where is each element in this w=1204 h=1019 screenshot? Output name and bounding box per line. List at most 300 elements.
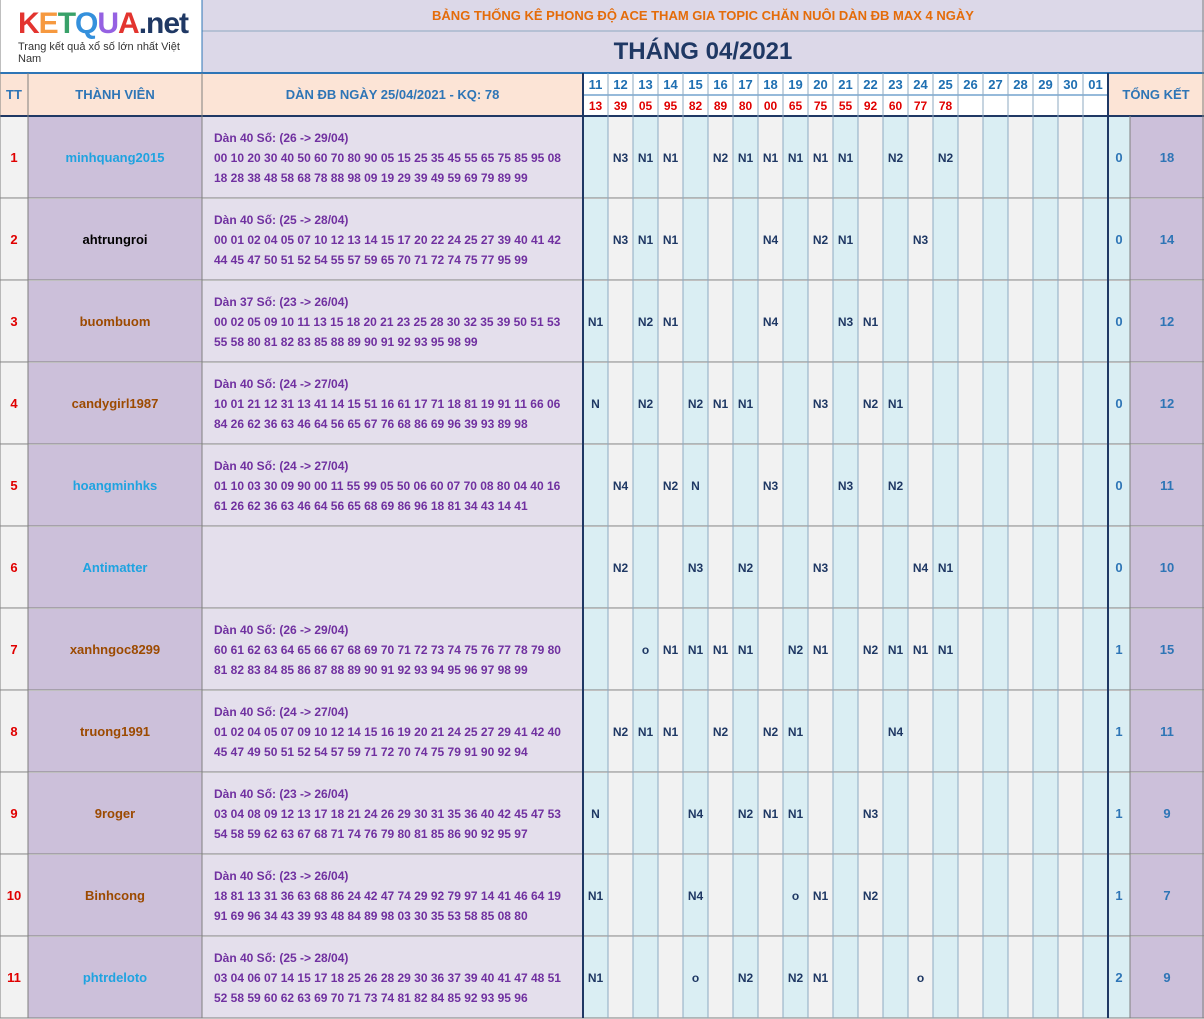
day-mark [583,117,608,198]
day-mark [708,527,733,608]
number-set-text [214,128,561,188]
day-mark [1083,199,1108,280]
day-mark [833,527,858,608]
number-set-line: Dàn 40 Số: (23 -> 26/04) [214,786,349,801]
day-mark [708,445,733,526]
day-result: 89 [708,95,733,116]
number-set-line: Dàn 40 Số: (24 -> 27/04) [214,458,349,473]
day-mark [933,363,958,444]
day-mark: N2 [858,855,883,936]
day-mark [858,117,883,198]
day-header: 01 [1083,73,1108,95]
day-mark: N1 [733,609,758,690]
day-mark [1033,773,1058,854]
day-mark [958,855,983,936]
day-mark [958,199,983,280]
logo-letter: K [18,6,39,40]
summary-total: 14 [1130,199,1204,280]
day-header: 24 [908,73,933,95]
day-mark [1033,937,1058,1018]
number-set [202,855,583,936]
day-mark: N1 [658,609,683,690]
day-mark [958,937,983,1018]
day-mark [983,199,1008,280]
day-mark: o [633,609,658,690]
day-mark: N3 [683,527,708,608]
summary-hits: 0 [1108,527,1130,608]
day-mark: N2 [708,691,733,772]
number-set-line: Dàn 40 Số: (24 -> 27/04) [214,376,349,391]
number-set [202,117,583,198]
logo-letter: T [57,6,76,40]
day-mark [608,773,633,854]
number-set-line: 52 58 59 60 62 63 69 70 71 73 74 81 82 84 85 92 93 95 96 [214,990,528,1005]
day-header: 18 [758,73,783,95]
number-set-line: 01 02 04 05 07 09 10 12 14 15 16 19 20 21 24 25 27 29 41 42 40 [214,724,561,739]
day-mark: N1 [758,117,783,198]
number-set-text [214,456,560,516]
day-mark [1083,773,1108,854]
day-mark [883,855,908,936]
day-mark [983,281,1008,362]
day-result: 39 [608,95,633,116]
day-mark [933,937,958,1018]
day-result: 75 [808,95,833,116]
number-set [202,609,583,690]
day-result [1033,95,1058,116]
day-header: 12 [608,73,633,95]
logo-letter: A [118,6,139,40]
member-name: hoangminhks [28,445,202,526]
day-mark [583,527,608,608]
day-mark: N2 [883,117,908,198]
day-mark: N4 [758,281,783,362]
member-name: candygirl1987 [28,363,202,444]
day-mark [708,199,733,280]
day-mark: N1 [583,937,608,1018]
day-mark [783,363,808,444]
day-mark [658,937,683,1018]
day-mark [1008,773,1033,854]
day-header: 22 [858,73,883,95]
day-result [1058,95,1083,116]
summary-hits: 0 [1108,363,1130,444]
member-name: Antimatter [28,527,202,608]
day-result [1008,95,1033,116]
day-mark [1008,691,1033,772]
day-mark [1008,199,1033,280]
day-mark: N3 [808,527,833,608]
day-mark [1058,691,1083,772]
day-mark: N2 [708,117,733,198]
summary-total: 7 [1130,855,1204,936]
day-mark [883,199,908,280]
day-result: 95 [658,95,683,116]
day-mark [1083,445,1108,526]
day-mark [908,117,933,198]
row-number: 8 [0,691,28,772]
day-mark [1083,855,1108,936]
row-number: 3 [0,281,28,362]
day-mark [1033,609,1058,690]
day-mark [1083,609,1108,690]
summary-hits: 2 [1108,937,1130,1018]
summary-total: 11 [1130,445,1204,526]
day-mark: N3 [808,363,833,444]
day-mark [1033,855,1058,936]
day-mark: N2 [658,445,683,526]
day-mark: o [683,937,708,1018]
day-mark [1058,363,1083,444]
day-mark [658,855,683,936]
day-mark: N1 [883,363,908,444]
day-mark [958,773,983,854]
number-set-line: 18 81 13 31 36 63 68 86 24 42 47 74 29 92 79 97 14 41 46 64 19 [214,888,561,903]
day-mark [983,117,1008,198]
summary-hits: 0 [1108,117,1130,198]
day-result [958,95,983,116]
day-mark: N2 [933,117,958,198]
day-mark: N2 [808,199,833,280]
day-mark: N1 [933,609,958,690]
day-header: 30 [1058,73,1083,95]
number-set [202,445,583,526]
day-mark [933,281,958,362]
day-mark [733,445,758,526]
day-mark: N1 [708,363,733,444]
day-mark [658,773,683,854]
number-set-line: 03 04 08 09 12 13 17 18 21 24 26 29 30 31 35 36 40 42 45 47 53 [214,806,561,821]
day-mark [933,445,958,526]
day-mark [983,363,1008,444]
day-mark: N2 [733,773,758,854]
day-mark: o [783,855,808,936]
day-mark [983,773,1008,854]
day-mark: N3 [608,199,633,280]
day-header: 13 [633,73,658,95]
day-mark [833,609,858,690]
day-mark [733,691,758,772]
day-mark [858,199,883,280]
day-mark [708,281,733,362]
day-mark: N3 [833,281,858,362]
day-mark: N1 [708,609,733,690]
day-mark: N3 [758,445,783,526]
row-number: 2 [0,199,28,280]
summary-total: 12 [1130,281,1204,362]
logo-tagline: Trang kết quả xổ số lớn nhất Việt Nam [18,40,180,65]
day-mark [608,855,633,936]
day-mark [733,199,758,280]
day-mark [908,691,933,772]
number-set-text [214,374,560,434]
day-mark [908,363,933,444]
day-mark [858,527,883,608]
number-set-line: 61 26 62 36 63 46 64 56 65 68 69 86 96 18 81 34 43 14 41 [214,498,528,513]
day-header: 26 [958,73,983,95]
day-result: 00 [758,95,783,116]
day-mark: N1 [633,117,658,198]
day-mark [1033,691,1058,772]
day-header: 25 [933,73,958,95]
number-set-line: 55 58 80 81 82 83 85 88 89 90 91 92 93 95 98 99 [214,334,478,349]
day-header: 29 [1033,73,1058,95]
day-mark: N2 [633,363,658,444]
day-mark [633,527,658,608]
day-mark [758,937,783,1018]
day-mark [883,527,908,608]
logo-wordmark [18,6,189,40]
day-mark: N [583,363,608,444]
day-mark [783,445,808,526]
day-mark [833,773,858,854]
summary-hits: 1 [1108,609,1130,690]
day-mark [833,691,858,772]
number-set-line: Dàn 40 Số: (23 -> 26/04) [214,868,349,883]
day-mark: N1 [583,855,608,936]
day-mark [1058,855,1083,936]
day-mark [883,281,908,362]
day-mark [708,937,733,1018]
day-result: 78 [933,95,958,116]
day-mark: N3 [908,199,933,280]
day-mark [658,527,683,608]
day-header: 27 [983,73,1008,95]
day-mark [983,855,1008,936]
summary-hits: 1 [1108,855,1130,936]
day-mark: N2 [608,527,633,608]
day-mark [1008,445,1033,526]
day-mark: N3 [833,445,858,526]
summary-hits: 0 [1108,199,1130,280]
number-set-text [214,620,561,680]
day-result: 77 [908,95,933,116]
row-number: 6 [0,527,28,608]
header-summary: TỔNG KẾT [1108,73,1204,116]
number-set-text [214,784,561,844]
day-mark [883,773,908,854]
day-mark: N1 [683,609,708,690]
day-mark [833,937,858,1018]
day-mark [1033,445,1058,526]
day-mark [683,281,708,362]
number-set-line: 91 69 96 34 43 39 93 48 84 89 98 03 30 35 53 58 85 08 80 [214,908,528,923]
day-mark [1058,609,1083,690]
day-mark: N1 [833,117,858,198]
day-mark [583,609,608,690]
summary-hits: 0 [1108,281,1130,362]
day-mark: N [683,445,708,526]
day-mark [1058,773,1083,854]
day-mark [758,855,783,936]
day-mark: N1 [808,855,833,936]
day-mark [1083,937,1108,1018]
day-mark [708,773,733,854]
day-header: 21 [833,73,858,95]
day-mark: o [908,937,933,1018]
number-set [202,691,583,772]
day-mark [1008,609,1033,690]
number-set-text [214,292,560,352]
day-mark [1058,937,1083,1018]
day-header: 11 [583,73,608,95]
day-mark: N1 [633,199,658,280]
day-header: 19 [783,73,808,95]
day-result: 60 [883,95,908,116]
day-result: 05 [633,95,658,116]
day-mark [958,363,983,444]
day-mark: N4 [683,773,708,854]
day-mark: N2 [608,691,633,772]
day-mark [633,773,658,854]
number-set-line: Dàn 40 Số: (25 -> 28/04) [214,950,349,965]
summary-hits: 1 [1108,773,1130,854]
day-mark [1058,117,1083,198]
day-mark: N1 [758,773,783,854]
day-mark: N [583,773,608,854]
day-mark: N2 [633,281,658,362]
row-number: 4 [0,363,28,444]
day-mark [608,609,633,690]
number-set [202,937,583,1018]
day-header: 23 [883,73,908,95]
row-number: 9 [0,773,28,854]
day-result: 80 [733,95,758,116]
day-mark: N1 [583,281,608,362]
number-set-text [214,948,561,1008]
number-set [202,527,583,608]
day-mark: N1 [933,527,958,608]
member-name: minhquang2015 [28,117,202,198]
day-mark: N1 [733,117,758,198]
day-mark [908,281,933,362]
day-mark [808,445,833,526]
logo-letter: U [97,6,119,40]
logo-letter: E [38,6,58,40]
header-tt: TT [0,73,28,116]
day-mark: N1 [833,199,858,280]
row-number: 10 [0,855,28,936]
day-header: 17 [733,73,758,95]
day-mark [633,855,658,936]
summary-total: 12 [1130,363,1204,444]
day-result: 92 [858,95,883,116]
number-set-line: 60 61 62 63 64 65 66 67 68 69 70 71 72 73 74 75 76 77 78 79 80 [214,642,561,657]
day-mark [1008,117,1033,198]
number-set-line: 45 47 49 50 51 52 54 57 59 71 72 70 74 75 79 91 90 92 94 [214,744,528,759]
day-mark [933,773,958,854]
number-set-line: 44 45 47 50 51 52 54 55 57 59 65 70 71 72 74 75 77 95 99 [214,252,528,267]
day-mark [633,445,658,526]
day-mark [1033,117,1058,198]
day-mark [958,281,983,362]
day-mark [908,855,933,936]
day-mark [1083,363,1108,444]
header-member: THÀNH VIÊN [28,73,202,116]
day-mark [808,281,833,362]
day-mark [983,691,1008,772]
day-mark: N3 [858,773,883,854]
day-mark [583,691,608,772]
number-set-line: 81 82 83 84 85 86 87 88 89 90 91 92 93 94 95 96 97 98 99 [214,662,528,677]
day-header: 15 [683,73,708,95]
day-mark [1033,199,1058,280]
member-name: phtrdeloto [28,937,202,1018]
day-mark [983,609,1008,690]
member-name: xanhngoc8299 [28,609,202,690]
day-mark [683,691,708,772]
day-mark: N1 [633,691,658,772]
member-name: truong1991 [28,691,202,772]
number-set-line: 00 01 02 04 05 07 10 12 13 14 15 17 20 22 24 25 27 39 40 41 42 [214,232,561,247]
day-mark: N1 [908,609,933,690]
number-set-line: 01 10 03 30 09 90 00 11 55 99 05 50 06 60 07 70 08 80 04 40 16 [214,478,561,493]
number-set-line: 00 02 05 09 10 11 13 15 18 20 21 23 25 28 30 32 35 39 50 51 53 [214,314,561,329]
day-mark [1008,281,1033,362]
ketqua-logo[interactable] [0,0,202,73]
number-set-line: 00 10 20 30 40 50 60 70 80 90 05 15 25 35 45 55 65 75 85 95 08 [214,150,561,165]
day-mark [708,855,733,936]
day-mark [783,527,808,608]
header-dan: DÀN ĐB NGÀY 25/04/2021 - KQ: 78 [202,73,583,116]
number-set-line: Dàn 40 Số: (26 -> 29/04) [214,622,349,637]
day-header: 14 [658,73,683,95]
day-mark: N2 [883,445,908,526]
day-mark [933,855,958,936]
day-mark [783,281,808,362]
logo-letters [18,6,139,40]
number-set [202,281,583,362]
day-mark [1083,691,1108,772]
day-mark [608,281,633,362]
day-mark: N2 [733,527,758,608]
day-result: 13 [583,95,608,116]
day-mark [1008,937,1033,1018]
member-name: Binhcong [28,855,202,936]
day-mark: N4 [758,199,783,280]
day-mark: N1 [783,691,808,772]
day-mark [1083,117,1108,198]
day-mark: N1 [808,117,833,198]
day-mark: N1 [733,363,758,444]
number-set-line: 03 04 06 07 14 15 17 18 25 26 28 29 30 36 37 39 40 41 47 48 51 [214,970,561,985]
day-mark: N1 [658,691,683,772]
day-mark: N3 [608,117,633,198]
day-mark [633,937,658,1018]
day-mark [583,445,608,526]
day-mark: N1 [883,609,908,690]
day-mark [1008,527,1033,608]
number-set-text [214,210,561,270]
member-name: 9roger [28,773,202,854]
day-mark [983,445,1008,526]
summary-total: 10 [1130,527,1204,608]
day-result [1083,95,1108,116]
day-result [983,95,1008,116]
day-mark [758,609,783,690]
day-mark [958,117,983,198]
day-mark [1058,445,1083,526]
summary-total: 11 [1130,691,1204,772]
day-mark [883,937,908,1018]
number-set-line: Dàn 40 Số: (24 -> 27/04) [214,704,349,719]
day-mark [933,199,958,280]
day-mark: N1 [783,773,808,854]
day-mark [683,117,708,198]
summary-hits: 1 [1108,691,1130,772]
day-mark: N4 [883,691,908,772]
day-mark: N4 [908,527,933,608]
